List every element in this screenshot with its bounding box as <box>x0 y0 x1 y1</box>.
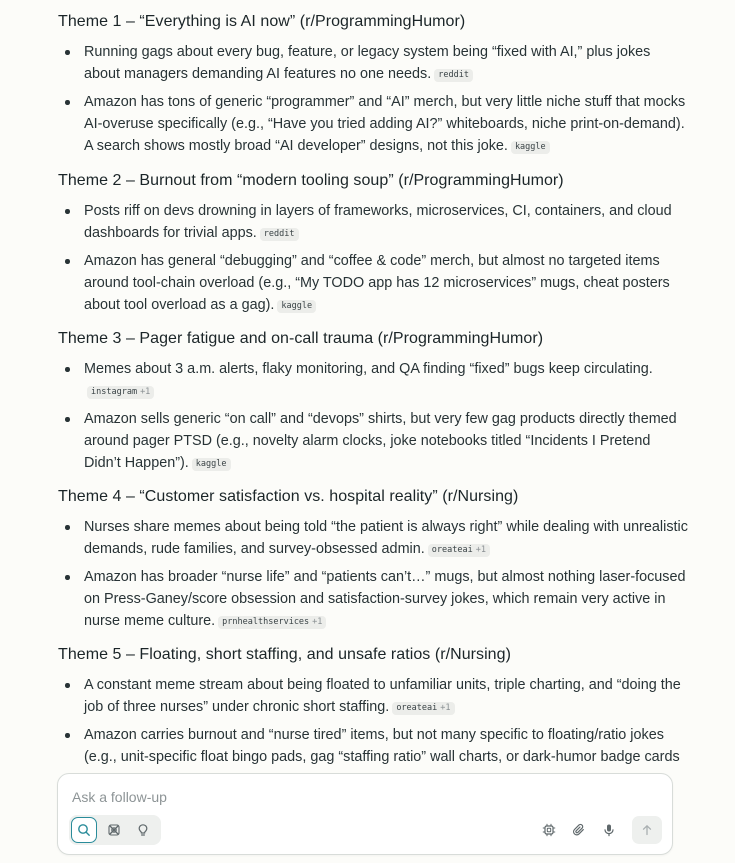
mode-labs-button[interactable] <box>130 817 156 843</box>
bullet-list <box>58 200 688 316</box>
bullet-text: Amazon has broader “nurse life” and “patients can’t…” mugs, but almost nothing laser‑focused on Press‑Ganey/score obsession and satisfaction‑survey jokes, which remain very active in nurse meme culture. <box>84 569 686 629</box>
bullet-text: A constant meme stream about being floated to unfamiliar units, triple charting, and “doing the job of three nurses” under chronic short staffing. <box>84 677 681 715</box>
citation-badge[interactable] <box>434 69 473 82</box>
bullet-text: Memes about 3 a.m. alerts, flaky monitoring, and QA finding “fixed” bugs keep circulating. <box>84 361 653 377</box>
list-item <box>58 674 688 718</box>
list-item <box>58 200 688 244</box>
citation-badge[interactable] <box>511 141 550 154</box>
voice-input-button[interactable] <box>597 818 621 842</box>
theme-section <box>58 170 688 316</box>
paperclip-icon <box>572 823 586 837</box>
citation-badge[interactable] <box>87 386 154 399</box>
mode-search-button[interactable] <box>71 817 97 843</box>
search-icon <box>77 823 91 837</box>
microphone-icon <box>602 823 616 837</box>
bullet-text: Running gags about every bug, feature, or legacy system being “fixed with AI,” plus jokes about managers demanding AI features no one needs. <box>84 44 651 82</box>
cpu-chip-icon <box>542 823 556 837</box>
list-item <box>58 41 688 85</box>
citation-source: oreateai <box>396 703 438 713</box>
citation-more-count: +1 <box>140 387 151 397</box>
bullet-text: Amazon has general “debugging” and “coffee & code” merch, but almost no targeted items around tool‑chain overload (e.g., “My TODO app has 12 microservices” mugs, cheat posters about tool overload as a gag). <box>84 253 670 313</box>
bullet-text: Amazon carries burnout and “nurse tired” items, but not many specific to floating/ratio jokes (e.g., unit‑specific float bingo pads, gag “staffing ratio” wall charts, or dark‑humor badge cards <box>84 727 680 765</box>
theme-title: Theme 1 – “Everything is AI now” (r/ProgrammingHumor) <box>58 13 466 30</box>
submit-button[interactable] <box>632 816 662 844</box>
citation-source: prnhealthservices <box>222 617 310 627</box>
theme-section <box>58 328 688 474</box>
citation-badge[interactable] <box>428 544 490 557</box>
citation-more-count: +1 <box>440 703 451 713</box>
list-item <box>58 250 688 316</box>
theme-section <box>58 486 688 632</box>
list-item <box>58 91 688 157</box>
theme-title: Theme 3 – Pager fatigue and on‑call trauma (r/ProgrammingHumor) <box>58 330 544 347</box>
citation-source: kaggle <box>281 301 313 311</box>
bullet-text: Amazon has tons of generic “programmer” and “AI” merch, but very little niche stuff that mocks AI‑overuse specifically (e.g., “Have you tried adding AI?” whiteboards, niche print‑on‑demand). A search shows mostly broad “AI developer” designs, not this joke. <box>84 94 686 154</box>
theme-section <box>58 11 688 157</box>
citation-badge[interactable] <box>392 702 454 715</box>
citation-source: reddit <box>263 229 295 239</box>
list-item <box>58 408 688 474</box>
mode-research-button[interactable] <box>101 817 127 843</box>
list-item <box>58 358 688 402</box>
citation-more-count: +1 <box>475 545 486 555</box>
arrow-up-icon <box>641 824 653 836</box>
bullet-text: Nurses share memes about being told “the patient is always right” while dealing with unrealistic demands, rude families, and survey‑obsessed admin. <box>84 519 688 557</box>
bullet-list <box>58 516 688 632</box>
bullet-text: Amazon sells generic “on call” and “devops” shirts, but very few gag products directly themed around pager PTSD (e.g., novelty alarm clocks, joke notebooks titled “Incidents I Pretend Didn’t Happen”). <box>84 411 677 471</box>
bullet-list <box>58 41 688 157</box>
theme-title: Theme 4 – “Customer satisfaction vs. hospital reality” (r/Nursing) <box>58 488 519 505</box>
citation-badge[interactable] <box>192 458 231 471</box>
bullet-text: Posts riff on devs drowning in layers of frameworks, microservices, CI, containers, and cloud dashboards for trivial apps. <box>84 203 672 241</box>
theme-title: Theme 5 – Floating, short staffing, and unsafe ratios (r/Nursing) <box>58 646 511 663</box>
follow-up-composer <box>57 773 673 855</box>
bullet-list <box>58 358 688 474</box>
list-item <box>58 566 688 632</box>
model-select-button[interactable] <box>537 818 561 842</box>
research-icon <box>107 823 121 837</box>
citation-badge[interactable] <box>260 228 299 241</box>
theme-section <box>58 644 688 768</box>
list-item <box>58 516 688 560</box>
attach-button[interactable] <box>567 818 591 842</box>
citation-more-count: +1 <box>312 617 323 627</box>
citation-badge[interactable] <box>277 300 316 313</box>
citation-badge[interactable] <box>218 616 326 629</box>
citation-source: kaggle <box>514 142 546 152</box>
follow-up-input[interactable] <box>70 786 574 808</box>
citation-source: instagram <box>91 387 138 397</box>
citation-source: oreateai <box>431 545 473 555</box>
citation-source: kaggle <box>195 459 227 469</box>
list-item <box>58 724 688 768</box>
lightbulb-icon <box>136 823 150 837</box>
citation-source: reddit <box>438 70 469 80</box>
theme-title: Theme 2 – Burnout from “modern tooling soup” (r/ProgrammingHumor) <box>58 172 564 189</box>
search-mode-toggle <box>69 815 161 845</box>
bullet-list <box>58 674 688 768</box>
